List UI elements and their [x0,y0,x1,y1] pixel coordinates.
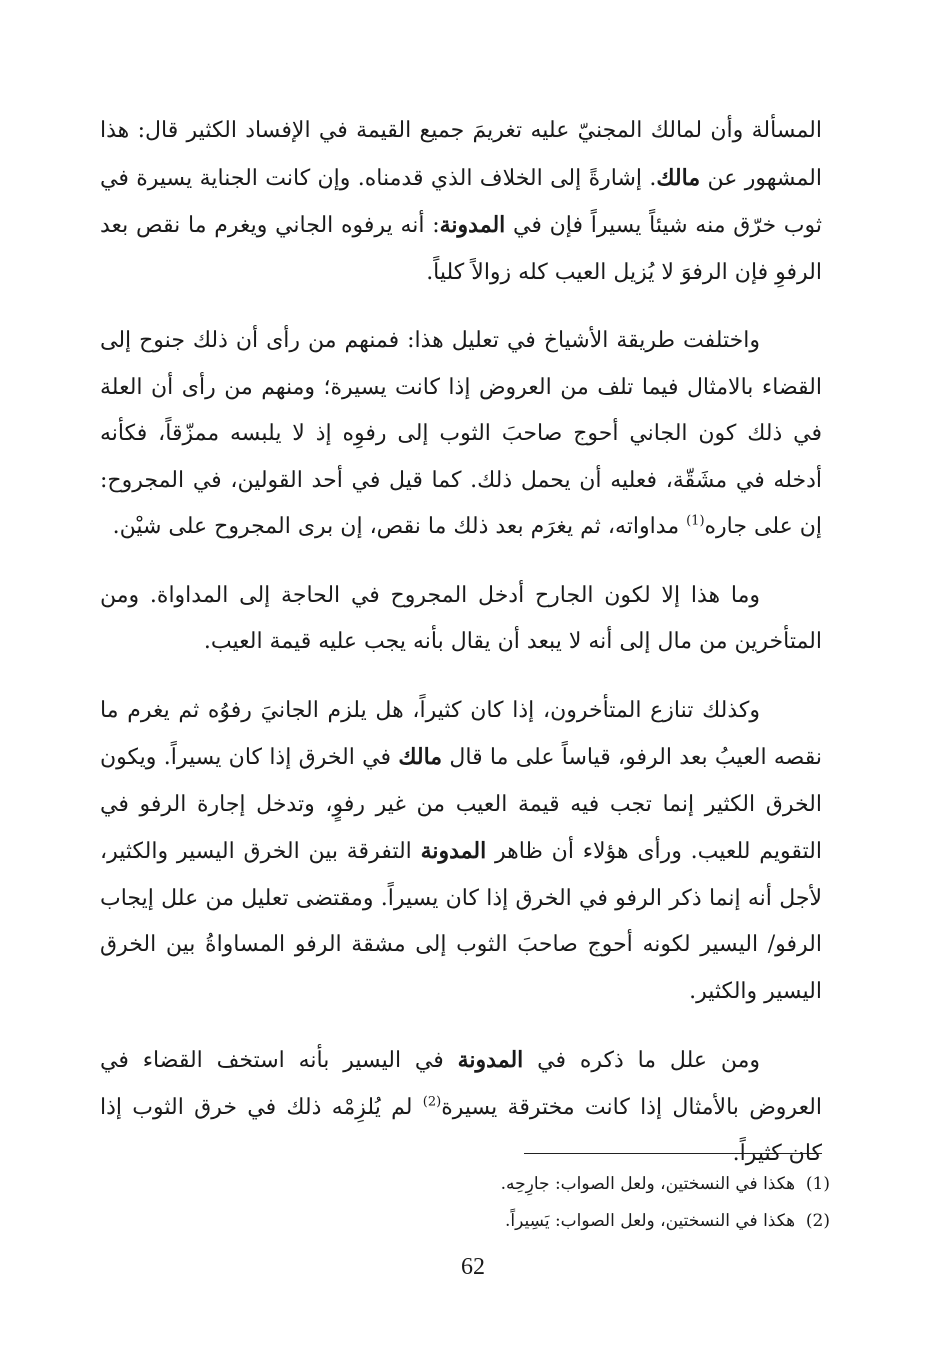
line: العلة في ذلك كون الجاني أحوج صاحبَ الثوب إلى رفوِه إذ لا يلبسه ممزّقاً، [100,374,822,446]
footnote-2 [300,1203,830,1240]
footnote-marker: (1) [805,1174,830,1194]
paragraph-2 [100,318,822,551]
paragraph-3 [100,573,822,666]
line: والكثير، لأجل أنه إنما ذكر الرفو في الخرق إذا كان يسيراً. ومقتضى تعليل من [100,839,822,911]
line: المشهور عن مالك. إشارةً إلى الخلاف الذي قدمناه. وإن كانت الجناية يسيرة [136,164,822,191]
bold-term: المدونة [420,838,487,864]
line: في ثوب خرّق منه شيئاً يسيراً فإن في المدونة: أنه يرفوه الجاني ويغرم ما نقص [100,165,822,238]
paragraph-1 [100,108,822,296]
page-number: 62 [461,1254,485,1280]
line: المتأخرين من مال إلى أنه لا يبعد أن يقال بأنه يجب عليه قيمة العيب. [203,629,822,654]
bold-term: المدونة [457,1047,524,1073]
footnote-text: هكذا في النسختين، ولعل الصواب: جارِحِه. [500,1174,796,1194]
line: وما هذا إلا لكون الجارح أدخل المجروح في الحاجة إلى المداواة. ومن [100,582,760,608]
footnote-ref: (1) [686,513,705,529]
bold-term: المدونة [439,212,506,238]
footnote-1 [300,1166,830,1203]
line: المسألة وأن لمالك المجنيّ عليه تغريمَ جميع القيمة في الإفساد الكثير قال: هذا [100,118,822,143]
line: فكأنه أدخله في مشَقّة، فعليه أن يحمل ذلك. كما قيل في أحد القولين، في [100,421,823,493]
line: واختلفت طريقة الأشياخ في تعليل هذا: فمنهم من رأى أن ذلك جنوح [139,328,760,353]
line: علل إيجاب الرفو/ اليسير لكونه أحوج صاحبَ الثوب إلى مشقة الرفو المساواةُ [100,885,822,957]
main-text [100,108,822,1200]
line: ويكون الخرق الكثير إنما تجب فيه قيمة العيب من غير رفوٍ، وتدخل إجارة [100,745,822,817]
bold-term: مالك [398,744,443,770]
line: ما نقصه العيبُ بعد الرفو، قياساً على ما قال مالك في الخرق إذا كان يسيراً. [100,697,822,770]
bold-term: مالك [656,164,701,191]
line: إلى القضاء بالامثال فيما تلف من العروض إذا كانت يسيرة؛ ومنهم من رأى أن [100,328,822,400]
paragraph-5 [100,1037,822,1178]
line: ومن علل ما ذكره في المدونة في اليسير بأنه استخف القضاء في العروض [100,1047,822,1120]
footnote-text: هكذا في النسختين، ولعل الصواب: يَسِيراً. [505,1211,796,1231]
line: المجروح: إن على جاره$^{(1)}$ مداواته، ثم يغرَم بعد ذلك ما نقص، إن برى [100,467,822,539]
footnote-ref: (2) [422,1094,442,1110]
line: الرفو في التقويم للعيب. ورأى هؤلاء أن ظاهر المدونة التفرقة بين الخرق اليسير [100,791,822,864]
line: بعد الرفوِ فإن الرفوَ لا يُزيل العيب كله زوالاً كلياً. [100,213,822,285]
footnote-separator [524,1153,822,1154]
line: وكذلك تنازع المتأخرون، إذا كان كثيراً، هل يلزم الجانيَ رفوُه ثم يغرم [127,697,760,723]
footnotes [300,1166,830,1240]
paragraph-4 [100,688,822,1016]
line: بين الخرق اليسير والكثير. [100,932,822,1004]
line: بالأمثال إذا كانت مخترقة يسيرة$^{(2)}$ لم يُلزِمْه ذلك في خرق الثوب إذا كان كثيراً. [100,1094,822,1166]
line: المجروح على شيْن. [112,514,291,539]
footnote-marker: (2) [805,1211,830,1231]
